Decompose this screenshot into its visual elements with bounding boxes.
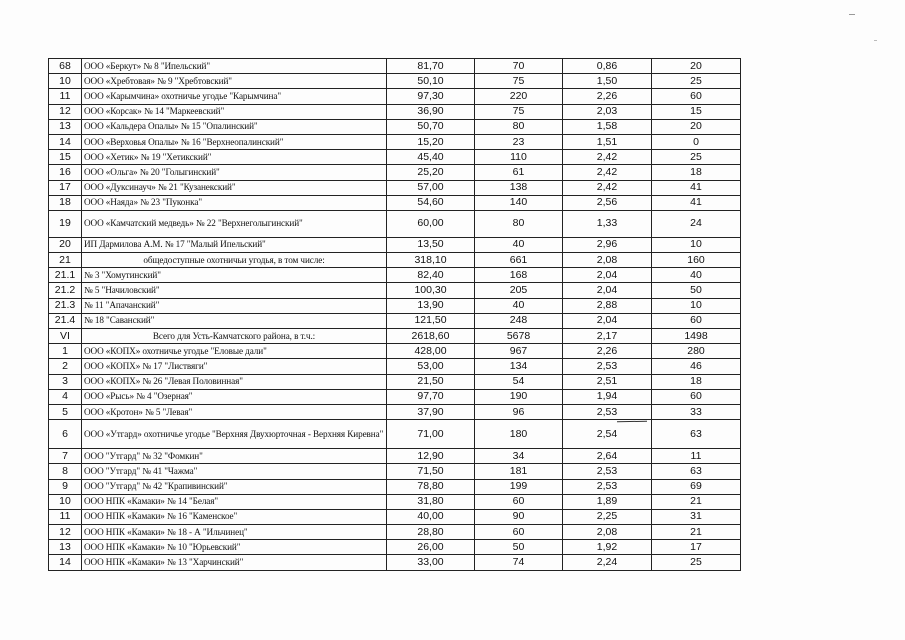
table-row	[49, 119, 741, 134]
area-value: 12,90	[387, 449, 475, 464]
area-value: 81,70	[387, 59, 475, 74]
table-row	[49, 509, 741, 524]
quota-value: 41	[652, 180, 741, 195]
row-number: 8	[49, 464, 82, 479]
table-row	[49, 449, 741, 464]
hunting-ground-name: ООО «Утгард» охотничье угодье "Верхняя Двухюрточная - Верхняя Киревна"	[82, 420, 387, 449]
count-value: 248	[475, 313, 563, 328]
density-value: 1,92	[563, 540, 652, 555]
row-number: 21.4	[49, 313, 82, 328]
row-number: 9	[49, 479, 82, 494]
quota-value: 1498	[652, 329, 741, 344]
area-value: 97,70	[387, 389, 475, 404]
table-row	[49, 268, 741, 283]
hunting-ground-name: № 5 "Начиловский"	[82, 283, 387, 298]
area-value: 100,30	[387, 283, 475, 298]
count-value: 168	[475, 268, 563, 283]
density-value: 1,94	[563, 389, 652, 404]
table-row	[49, 89, 741, 104]
hunting-ground-name: ООО «Дуксинауч» № 21 "Кузанекский"	[82, 180, 387, 195]
quota-value: 40	[652, 268, 741, 283]
row-number: 2	[49, 359, 82, 374]
quota-value: 11	[652, 449, 741, 464]
density-value: 2,26	[563, 89, 652, 104]
count-value: 220	[475, 89, 563, 104]
area-value: 28,80	[387, 525, 475, 540]
area-value: 318,10	[387, 253, 475, 268]
area-value: 25,20	[387, 165, 475, 180]
hunting-ground-name: ООО «Наяда» № 23 "Пуконка"	[82, 195, 387, 210]
quota-value: 60	[652, 313, 741, 328]
area-value: 71,50	[387, 464, 475, 479]
quota-value: 20	[652, 119, 741, 134]
quota-value: 15	[652, 104, 741, 119]
row-number: 21.3	[49, 298, 82, 313]
row-number: 7	[49, 449, 82, 464]
table-row	[49, 104, 741, 119]
quota-value: 0	[652, 134, 741, 149]
density-value: 2,08	[563, 525, 652, 540]
row-number: 12	[49, 525, 82, 540]
quota-value: 31	[652, 509, 741, 524]
hunting-ground-name: ООО НПК «Камаки» № 18 - А "Ильчинец"	[82, 525, 387, 540]
density-value: 2,54	[563, 420, 652, 449]
hunting-ground-name: ООО НПК «Камаки» № 13 "Харчинский"	[82, 555, 387, 570]
area-value: 33,00	[387, 555, 475, 570]
quota-value: 18	[652, 374, 741, 389]
row-number: 21.1	[49, 268, 82, 283]
hunting-ground-name: ООО «Карымчина» охотничье угодье "Карымчина"	[82, 89, 387, 104]
hunting-ground-name: ООО «КОПХ» № 26 "Левая Половинная"	[82, 374, 387, 389]
table-row	[49, 313, 741, 328]
quota-value: 10	[652, 237, 741, 252]
area-value: 82,40	[387, 268, 475, 283]
count-value: 80	[475, 210, 563, 237]
density-value: 2,42	[563, 180, 652, 195]
density-value: 2,42	[563, 150, 652, 165]
density-value: 2,56	[563, 195, 652, 210]
count-value: 661	[475, 253, 563, 268]
density-value: 1,89	[563, 494, 652, 509]
density-value: 0,86	[563, 59, 652, 74]
table-row	[49, 344, 741, 359]
hunting-ground-name: ООО НПК «Камаки» № 10 "Юрьевский"	[82, 540, 387, 555]
row-number: 14	[49, 134, 82, 149]
hunting-ground-name: ООО «Кротон» № 5 "Левая"	[82, 404, 387, 419]
quota-value: 18	[652, 165, 741, 180]
area-value: 50,10	[387, 74, 475, 89]
quota-value: 25	[652, 555, 741, 570]
count-value: 54	[475, 374, 563, 389]
count-value: 190	[475, 389, 563, 404]
density-value: 2,51	[563, 374, 652, 389]
area-value: 78,80	[387, 479, 475, 494]
table-row	[49, 253, 741, 268]
count-value: 40	[475, 237, 563, 252]
density-value: 2,17	[563, 329, 652, 344]
density-value: 2,26	[563, 344, 652, 359]
count-value: 110	[475, 150, 563, 165]
area-value: 37,90	[387, 404, 475, 419]
scan-speck	[849, 14, 855, 15]
area-value: 2618,60	[387, 329, 475, 344]
hunting-ground-name: № 18 "Саванский"	[82, 313, 387, 328]
count-value: 205	[475, 283, 563, 298]
quota-value: 69	[652, 479, 741, 494]
table-row	[49, 555, 741, 570]
table-row	[49, 283, 741, 298]
hunting-ground-name: ООО «Камчатский медведь» № 22 "Верхнеголыгинский"	[82, 210, 387, 237]
count-value: 80	[475, 119, 563, 134]
density-value: 2,03	[563, 104, 652, 119]
density-value: 2,96	[563, 237, 652, 252]
table-row	[49, 180, 741, 195]
quota-value: 46	[652, 359, 741, 374]
quota-value: 63	[652, 464, 741, 479]
area-value: 54,60	[387, 195, 475, 210]
row-number: VI	[49, 329, 82, 344]
table-row	[49, 74, 741, 89]
area-value: 21,50	[387, 374, 475, 389]
density-value: 2,88	[563, 298, 652, 313]
hunting-ground-name: общедоступные охотничьи угодья, в том числе:	[82, 253, 387, 268]
quota-value: 50	[652, 283, 741, 298]
hunting-ground-name: ООО "Утгард" № 41 "Чажма"	[82, 464, 387, 479]
row-number: 16	[49, 165, 82, 180]
table-row	[49, 420, 741, 449]
table-row	[49, 464, 741, 479]
row-number: 10	[49, 74, 82, 89]
table-row	[49, 374, 741, 389]
hunting-ground-name: ООО «Рысь» № 4 "Озерная"	[82, 389, 387, 404]
quota-value: 24	[652, 210, 741, 237]
row-number: 13	[49, 119, 82, 134]
table-row	[49, 210, 741, 237]
quota-value: 280	[652, 344, 741, 359]
hunting-grounds-table	[48, 58, 741, 571]
count-value: 61	[475, 165, 563, 180]
table-row	[49, 525, 741, 540]
row-number: 6	[49, 420, 82, 449]
area-value: 57,00	[387, 180, 475, 195]
table-row	[49, 150, 741, 165]
area-value: 60,00	[387, 210, 475, 237]
count-value: 70	[475, 59, 563, 74]
row-number: 21	[49, 253, 82, 268]
hunting-ground-name: ООО «Кальдера Опалы» № 15 "Опалинский"	[82, 119, 387, 134]
area-value: 53,00	[387, 359, 475, 374]
quota-value: 21	[652, 494, 741, 509]
hunting-ground-name: Всего для Усть-Камчатского района, в т.ч.:	[82, 329, 387, 344]
density-value: 2,53	[563, 479, 652, 494]
quota-value: 20	[652, 59, 741, 74]
scan-speck	[874, 40, 877, 41]
row-number: 20	[49, 237, 82, 252]
count-value: 75	[475, 104, 563, 119]
area-value: 97,30	[387, 89, 475, 104]
quota-value: 17	[652, 540, 741, 555]
hunting-ground-name: ИП Дармилова А.М. № 17 "Малый Ипельский"	[82, 237, 387, 252]
table-row	[49, 134, 741, 149]
density-value: 2,08	[563, 253, 652, 268]
count-value: 967	[475, 344, 563, 359]
count-value: 5678	[475, 329, 563, 344]
density-value: 1,33	[563, 210, 652, 237]
quota-value: 25	[652, 74, 741, 89]
area-value: 121,50	[387, 313, 475, 328]
quota-value: 25	[652, 150, 741, 165]
hunting-ground-name: ООО «Ольга» № 20 "Голыгинский"	[82, 165, 387, 180]
row-number: 12	[49, 104, 82, 119]
row-number: 14	[49, 555, 82, 570]
density-value: 2,24	[563, 555, 652, 570]
area-value: 13,90	[387, 298, 475, 313]
count-value: 138	[475, 180, 563, 195]
area-value: 40,00	[387, 509, 475, 524]
quota-value: 160	[652, 253, 741, 268]
area-value: 428,00	[387, 344, 475, 359]
count-value: 96	[475, 404, 563, 419]
density-value: 2,04	[563, 313, 652, 328]
quota-value: 10	[652, 298, 741, 313]
quota-value: 41	[652, 195, 741, 210]
density-value: 2,53	[563, 464, 652, 479]
hunting-ground-name: № 3 "Хомутинский"	[82, 268, 387, 283]
row-number: 11	[49, 509, 82, 524]
row-number: 13	[49, 540, 82, 555]
table-row	[49, 359, 741, 374]
row-number: 3	[49, 374, 82, 389]
count-value: 40	[475, 298, 563, 313]
table-row	[49, 195, 741, 210]
hunting-ground-name: ООО «Корсак» № 14 "Маркеевский"	[82, 104, 387, 119]
hunting-ground-name: ООО «КОПХ» № 17 "Листвяги"	[82, 359, 387, 374]
row-number: 19	[49, 210, 82, 237]
density-value: 2,42	[563, 165, 652, 180]
area-value: 36,90	[387, 104, 475, 119]
hunting-ground-name: ООО "Утгард" № 42 "Крапивинский"	[82, 479, 387, 494]
row-number: 5	[49, 404, 82, 419]
quota-value: 60	[652, 389, 741, 404]
count-value: 34	[475, 449, 563, 464]
hunting-ground-name: ООО НПК «Камаки» № 16 "Каменское"	[82, 509, 387, 524]
count-value: 74	[475, 555, 563, 570]
hunting-ground-name: ООО «Верховья Опалы» № 16 "Верхнеопалинский"	[82, 134, 387, 149]
table-row	[49, 404, 741, 419]
density-value: 2,53	[563, 359, 652, 374]
table-row	[49, 329, 741, 344]
count-value: 180	[475, 420, 563, 449]
table-row	[49, 165, 741, 180]
area-value: 45,40	[387, 150, 475, 165]
count-value: 60	[475, 525, 563, 540]
quota-value: 60	[652, 89, 741, 104]
count-value: 75	[475, 74, 563, 89]
hunting-ground-name: ООО «Хребтовая» № 9 "Хребтовский"	[82, 74, 387, 89]
hunting-ground-name: ООО «Хетик» № 19 "Хетикский"	[82, 150, 387, 165]
count-value: 23	[475, 134, 563, 149]
density-value: 2,04	[563, 283, 652, 298]
area-value: 26,00	[387, 540, 475, 555]
quota-value: 21	[652, 525, 741, 540]
density-value: 1,58	[563, 119, 652, 134]
row-number: 11	[49, 89, 82, 104]
density-value: 2,53	[563, 404, 652, 419]
quota-value: 33	[652, 404, 741, 419]
row-number: 10	[49, 494, 82, 509]
row-number: 68	[49, 59, 82, 74]
density-value: 1,50	[563, 74, 652, 89]
table-row	[49, 540, 741, 555]
count-value: 90	[475, 509, 563, 524]
table-row	[49, 389, 741, 404]
hunting-ground-name: ООО «Беркут» № 8 "Ипельский"	[82, 59, 387, 74]
density-value: 2,25	[563, 509, 652, 524]
hunting-ground-name: № 11 "Апачанский"	[82, 298, 387, 313]
hunting-ground-name: ООО "Утгард" № 32 "Фомкин"	[82, 449, 387, 464]
table-row	[49, 479, 741, 494]
hunting-ground-name: ООО НПК «Камаки» № 14 "Белая"	[82, 494, 387, 509]
area-value: 71,00	[387, 420, 475, 449]
count-value: 140	[475, 195, 563, 210]
table-row	[49, 59, 741, 74]
row-number: 1	[49, 344, 82, 359]
area-value: 31,80	[387, 494, 475, 509]
row-number: 4	[49, 389, 82, 404]
density-value: 2,64	[563, 449, 652, 464]
area-value: 15,20	[387, 134, 475, 149]
row-number: 17	[49, 180, 82, 195]
area-value: 13,50	[387, 237, 475, 252]
count-value: 181	[475, 464, 563, 479]
density-value: 1,51	[563, 134, 652, 149]
table-row	[49, 494, 741, 509]
table-row	[49, 237, 741, 252]
count-value: 60	[475, 494, 563, 509]
table-row	[49, 298, 741, 313]
row-number: 18	[49, 195, 82, 210]
table-body	[49, 59, 741, 571]
count-value: 134	[475, 359, 563, 374]
count-value: 50	[475, 540, 563, 555]
area-value: 50,70	[387, 119, 475, 134]
quota-value: 63	[652, 420, 741, 449]
row-number: 21.2	[49, 283, 82, 298]
hunting-ground-name: ООО «КОПХ» охотничье угодье "Еловые дали"	[82, 344, 387, 359]
density-value: 2,04	[563, 268, 652, 283]
count-value: 199	[475, 479, 563, 494]
row-number: 15	[49, 150, 82, 165]
